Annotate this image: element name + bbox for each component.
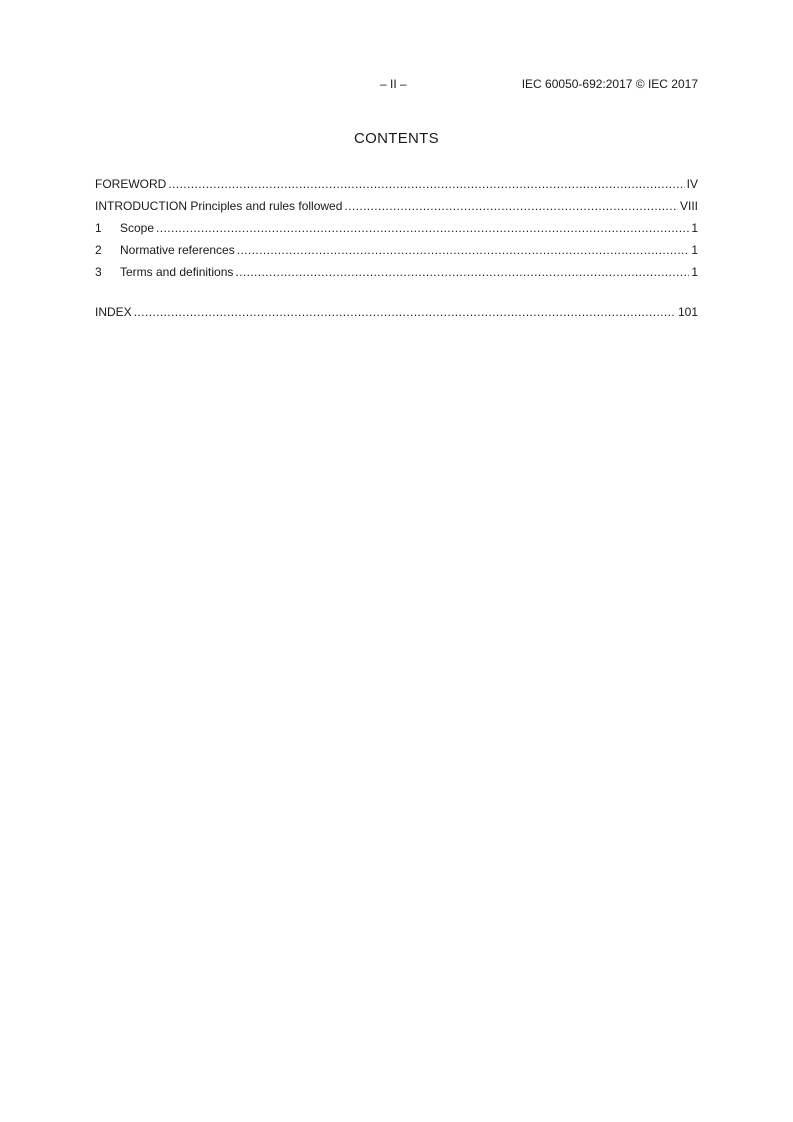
toc-entry-index[interactable] <box>95 305 698 327</box>
toc-entry-number: 3 <box>95 265 102 279</box>
toc-entry-label: INTRODUCTION Principles and rules followed <box>95 199 343 213</box>
dot-leader <box>235 265 689 279</box>
toc-entry-page: 1 <box>691 243 698 257</box>
page-number: – II – <box>380 77 407 91</box>
page-header <box>95 77 698 93</box>
toc-entry-page: VIII <box>679 199 698 213</box>
toc-entry-page: 101 <box>677 305 698 319</box>
dot-leader <box>344 199 678 213</box>
toc-entry-label: FOREWORD <box>95 177 167 191</box>
toc-entry-terms-and-definitions[interactable] <box>95 265 698 287</box>
contents-title: CONTENTS <box>354 130 439 147</box>
toc-entry-page: 1 <box>691 265 698 279</box>
toc-entry-normative-references[interactable] <box>95 243 698 265</box>
toc-entry-foreword[interactable] <box>95 177 698 199</box>
toc-entry-page: 1 <box>691 221 698 235</box>
toc-spacer <box>95 287 698 305</box>
toc-entry-number: 1 <box>95 221 102 235</box>
toc-entry-label: INDEX <box>95 305 132 319</box>
dot-leader <box>156 221 689 235</box>
toc-entry-introduction[interactable] <box>95 199 698 221</box>
toc-entry-label: Terms and definitions <box>120 265 234 279</box>
table-of-contents <box>95 177 698 327</box>
toc-entry-number: 2 <box>95 243 102 257</box>
toc-entry-label: Scope <box>120 221 155 235</box>
dot-leader <box>134 305 676 319</box>
toc-entry-scope[interactable] <box>95 221 698 243</box>
dot-leader <box>237 243 690 257</box>
dot-leader <box>168 177 684 191</box>
toc-entry-page: IV <box>686 177 698 191</box>
toc-entry-label: Normative references <box>120 243 235 257</box>
document-reference: IEC 60050-692:2017 © IEC 2017 <box>521 77 698 91</box>
